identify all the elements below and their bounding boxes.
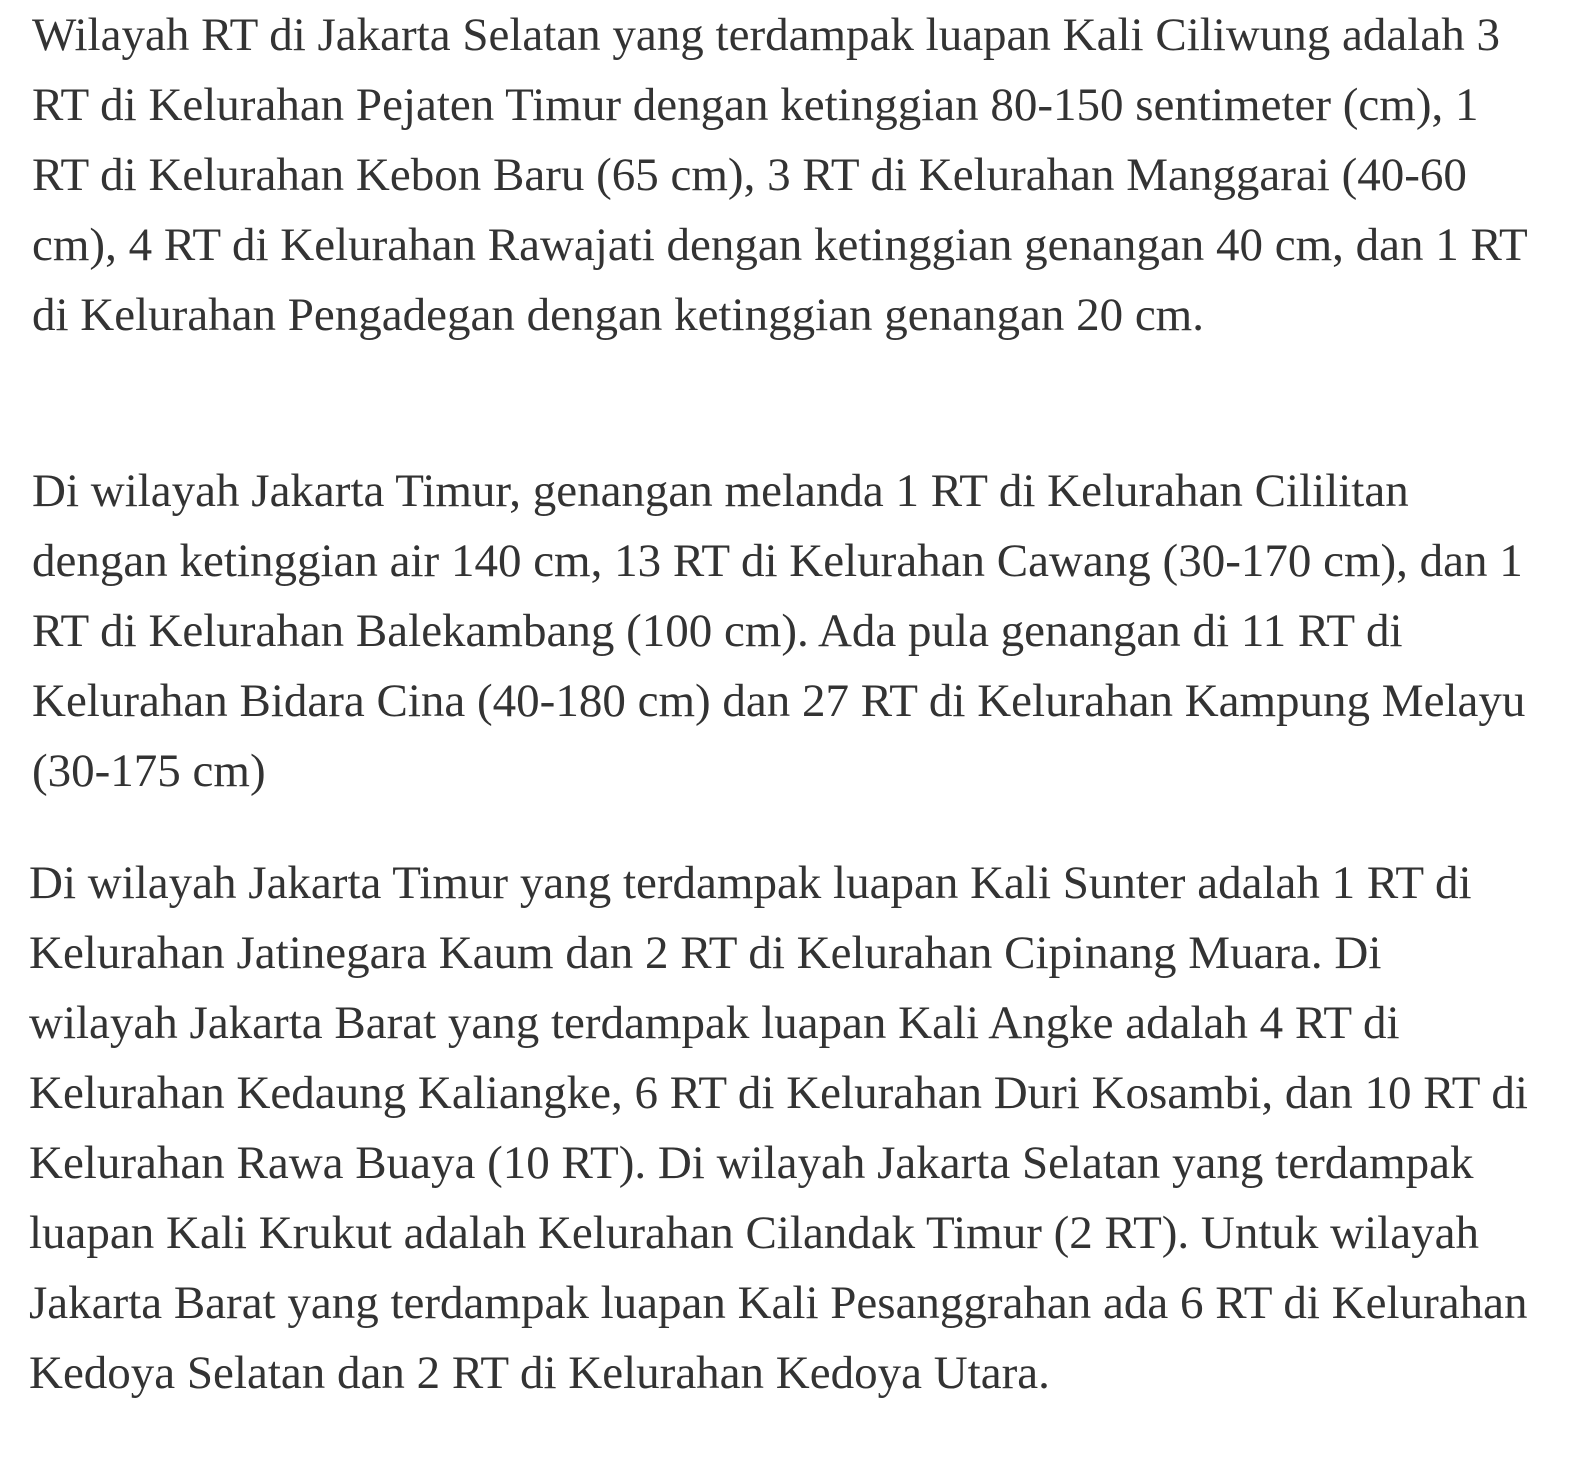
paragraph-jakarta-timur-genangan: Di wilayah Jakarta Timur, genangan melanda 1 RT di Kelurahan Cililitan dengan ketinggian air 140 cm, 13 RT di Kelurahan Cawang (30-170 cm), dan 1 RT di Kelurahan Balekambang (100 cm). Ada pula genangan di 11 RT di Kelurahan Bidara Cina (40-180 cm) dan 27 RT di Kelurahan Kampung Melayu (30-175 cm) xyxy=(32,465,1526,797)
paragraph-sunter-angke-krukut-pesanggrahan: Di wilayah Jakarta Timur yang terdampak luapan Kali Sunter adalah 1 RT di Kelurahan Jatinegara Kaum dan 2 RT di Kelurahan Cipinang Muara. Di wilayah Jakarta Barat yang terdampak luapan Kali Angke adalah 4 RT di Kelurahan Kedaung Kaliangke, 6 RT di Kelurahan Duri Kosambi, dan 10 RT di Kelurahan Rawa Buaya (10 RT). Di wilayah Jakarta Selatan yang terdampak luapan Kali Krukut adalah Kelurahan Cilandak Timur (2 RT). Untuk wilayah Jakarta Barat yang terdampak luapan Kali Pesanggrahan ada 6 RT di Kelurahan Kedoya Selatan dan 2 RT di Kelurahan Kedoya Utara. xyxy=(29,857,1528,1399)
paragraph-ciliwung-jakarta-selatan: Wilayah RT di Jakarta Selatan yang terdampak luapan Kali Ciliwung adalah 3 RT di Kelurahan Pejaten Timur dengan ketinggian 80-150 sentimeter (cm), 1 RT di Kelurahan Kebon Baru (65 cm), 3 RT di Kelurahan Manggarai (40-60 cm), 4 RT di Kelurahan Rawajati dengan ketinggian genangan 40 cm, dan 1 RT di Kelurahan Pengadegan dengan ketinggian genangan 20 cm. xyxy=(32,9,1527,341)
